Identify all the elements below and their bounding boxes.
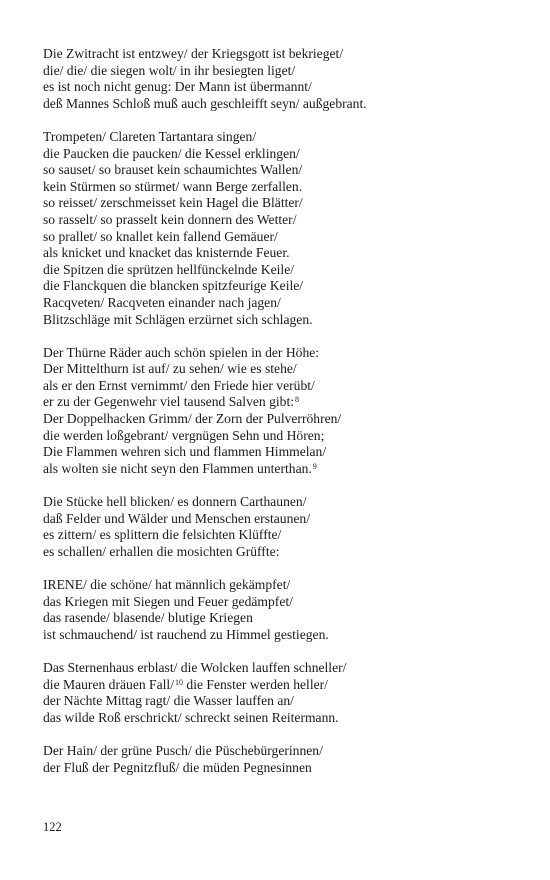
verse-text: er zu der Gegenwehr viel tausend Salven gibt: — [43, 394, 295, 410]
verse-line — [43, 212, 513, 229]
verse-line — [43, 527, 513, 544]
page-number: 122 — [43, 820, 62, 834]
verse-line — [43, 278, 513, 295]
verse-text: Der Hain/ der grüne Pusch/ die Püschebürgerinnen/ — [43, 742, 323, 758]
verse-line — [43, 594, 513, 611]
footnote-marker: 10 — [175, 677, 183, 687]
verse-line — [43, 494, 513, 511]
verse-line — [43, 610, 513, 627]
verse-text: so prallet/ so knallet kein fallend Gemäuer/ — [43, 228, 278, 244]
verse-text: Der Mittelthurn ist auf/ zu sehen/ wie es stehe/ — [43, 361, 297, 377]
verse-text: so reisset/ zerschmeisset kein Hagel die Blätter/ — [43, 195, 303, 211]
stanza — [43, 660, 513, 726]
stanza — [43, 345, 513, 478]
verse-text: als knicket und knacket das knisternde Feuer. — [43, 245, 290, 261]
verse-text: der Nächte Mittag ragt/ die Wasser lauffen an/ — [43, 693, 294, 709]
verse-line — [43, 179, 513, 196]
verse-line — [43, 361, 513, 378]
poem-page — [43, 46, 513, 793]
verse-line — [43, 394, 513, 411]
verse-text: das wilde Roß erschrickt/ schreckt seinen Reitermann. — [43, 709, 339, 725]
verse-line — [43, 760, 513, 777]
verse-line — [43, 378, 513, 395]
verse-line — [43, 63, 513, 80]
verse-text: die Flanckquen die blancken spitzfeurige Keile/ — [43, 278, 304, 294]
verse-line — [43, 195, 513, 212]
verse-line — [43, 162, 513, 179]
verse-text: ist schmauchend/ ist rauchend zu Himmel gestiegen. — [43, 626, 329, 642]
verse-text: Blitzschläge mit Schlägen erzürnet sich schlagen. — [43, 311, 313, 327]
verse-line — [43, 627, 513, 644]
verse-text: so sauset/ so brauset kein schaumichtes Wallen/ — [43, 162, 303, 178]
verse-text: Die Flammen wehren sich und flammen Himmelan/ — [43, 444, 327, 460]
verse-text: die Spitzen die sprützen hellfünckelnde Keile/ — [43, 261, 295, 277]
verse-text: Die Stücke hell blicken/ es donnern Carthaunen/ — [43, 494, 307, 510]
verse-line — [43, 577, 513, 594]
verse-line — [43, 46, 513, 63]
verse-text: als wolten sie nicht seyn den Flammen unterthan. — [43, 460, 312, 476]
verse-line — [43, 146, 513, 163]
verse-line — [43, 693, 513, 710]
stanza — [43, 743, 513, 776]
footnote-marker: 8 — [295, 395, 300, 405]
verse-text: die/ die/ die siegen wolt/ in ihr besiegten liget/ — [43, 62, 296, 78]
verse-line — [43, 262, 513, 279]
stanza — [43, 129, 513, 328]
verse-text: Der Thürne Räder auch schön spielen in der Höhe: — [43, 344, 320, 360]
verse-text: der Fluß der Pegnitzfluß/ die müden Pegnesinnen — [43, 759, 312, 775]
verse-line — [43, 743, 513, 760]
verse-line — [43, 461, 513, 478]
verse-line — [43, 428, 513, 445]
verse-text: das Kriegen mit Siegen und Feuer gedämpfet/ — [43, 593, 293, 609]
verse-text: die Paucken die paucken/ die Kessel erklingen/ — [43, 145, 300, 161]
verse-text: es ist noch nicht genug: Der Mann ist übermannt/ — [43, 79, 312, 95]
stanza — [43, 46, 513, 112]
verse-line — [43, 96, 513, 113]
verse-line — [43, 710, 513, 727]
stanza — [43, 494, 513, 560]
verse-text: Der Doppelhacken Grimm/ der Zorn der Pulverröhren/ — [43, 411, 342, 427]
verse-line — [43, 444, 513, 461]
verse-text: als er den Ernst vernimmt/ den Friede hier verübt/ — [43, 377, 315, 393]
verse-line — [43, 129, 513, 146]
verse-line — [43, 411, 513, 428]
verse-text: die werden loßgebrant/ vergnügen Sehn und Hören; — [43, 427, 325, 443]
verse-text: kein Stürmen so stürmet/ wann Berge zerfallen. — [43, 178, 303, 194]
verse-line — [43, 660, 513, 677]
verse-text: Das Sternenhaus erblast/ die Wolcken lauffen schneller/ — [43, 659, 347, 675]
verse-text: es zittern/ es splittern die felsichten Klüffte/ — [43, 527, 282, 543]
verse-line — [43, 245, 513, 262]
verse-text: deß Mannes Schloß muß auch geschleifft seyn/ außgebrant. — [43, 95, 367, 111]
verse-line — [43, 511, 513, 528]
footnote-marker: 9 — [312, 461, 317, 471]
verse-line — [43, 312, 513, 329]
verse-line — [43, 79, 513, 96]
verse-text: das rasende/ blasende/ blutige Kriegen — [43, 610, 253, 626]
verse-text: es schallen/ erhallen die mosichten Grüffte: — [43, 543, 280, 559]
verse-line — [43, 677, 513, 694]
verse-text: IRENE/ die schöne/ hat männlich gekämpfet/ — [43, 577, 291, 592]
verse-text: daß Felder und Wälder und Menschen erstaunen/ — [43, 510, 311, 526]
verse-text: Trompeten/ Clareten Tartantara singen/ — [43, 128, 257, 144]
verse-line — [43, 295, 513, 312]
verse-text-continued: die Fenster werden heller/ — [183, 676, 328, 692]
verse-line — [43, 229, 513, 246]
verse-text: so rasselt/ so prasselt kein donnern des Wetter/ — [43, 211, 297, 227]
verse-line — [43, 345, 513, 362]
verse-text: Racqveten/ Racqveten einander nach jagen/ — [43, 294, 281, 310]
stanza — [43, 577, 513, 643]
verse-line — [43, 544, 513, 561]
verse-text: Die Zwitracht ist entzwey/ der Kriegsgott ist bekrieget/ — [43, 46, 344, 61]
verse-text: die Mauren dräuen Fall/ — [43, 676, 174, 692]
